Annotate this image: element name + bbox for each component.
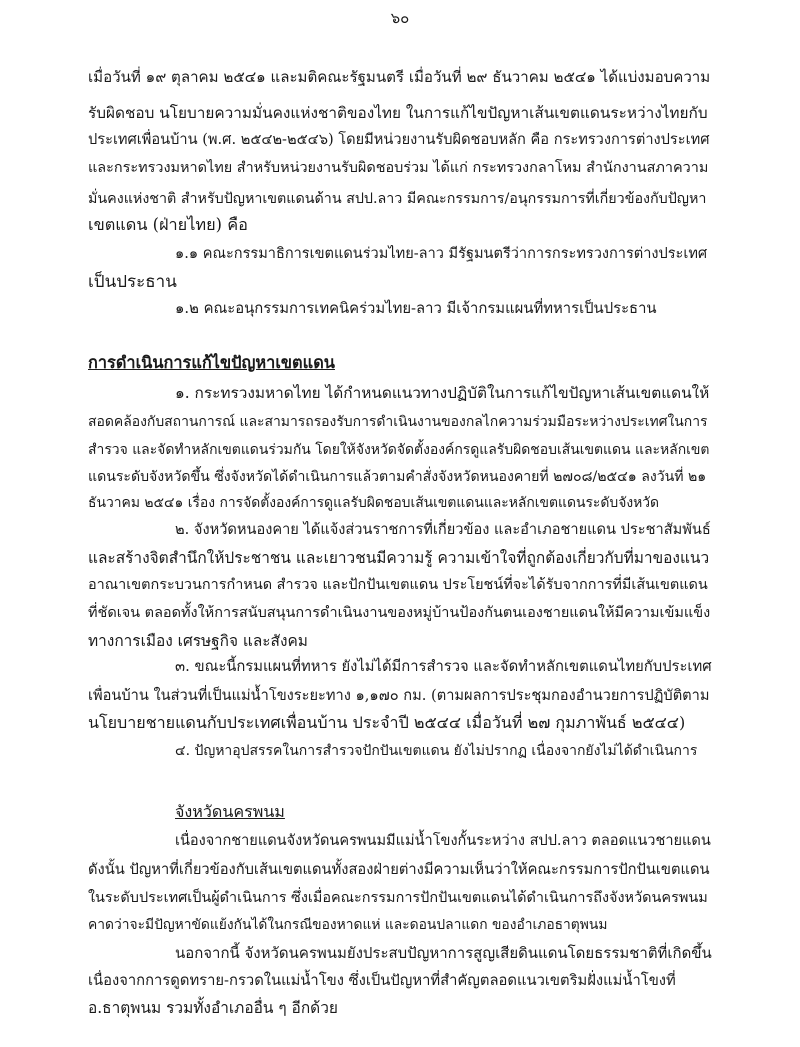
text-line: ๑.๒ คณะอนุกรรมการเทคนิคร่วมไทย-ลาว มีเจ้ากรมแผนที่ทหารเป็นประธาน xyxy=(175,300,657,317)
text-line: ธันวาคม ๒๕๔๑ เรื่อง การจัดตั้งองค์การดูแลรับผิดชอบเส้นเขตแดนและหลักเขตแดนระดับจังหวัด xyxy=(88,495,660,511)
text-line: ๓. ขณะนี้กรมแผนที่ทหาร ยังไม่ได้มีการสำรวจ และจัดทำหลักเขตแดนไทยกับประเทศ xyxy=(175,658,712,675)
text-line: และกระทรวงมหาดไทย สำหรับหน่วยงานรับผิดชอบร่วม ได้แก่ กระทรวงกลาโหม สำนักงานสภาความ xyxy=(88,160,709,176)
text-line: ๔. ปัญหาอุปสรรคในการสำรวจปักปันเขตแดน ยังไม่ปรากฏ เนื่องจากยังไม่ได้ดำเนินการ xyxy=(175,743,698,759)
text-line: สอดคล้องกับสถานการณ์ และสามารถรองรับการดำเนินงานของกลไกความร่วมมือระหว่างประเทศในการ xyxy=(88,414,708,430)
text-line: ดังนั้น ปัญหาที่เกี่ยวข้องกับเส้นเขตแดนทั้งสองฝ่ายต่างมีความเห็นว่าให้คณะกรรมการปักปันเขตแดน xyxy=(88,861,710,878)
text-line: สำรวจ และจัดทำหลักเขตแดนร่วมกัน โดยให้จังหวัดจัดตั้งองค์กรดูแลรับผิดชอบเส้นเขตแดน และหลักเขต xyxy=(88,442,710,458)
text-line: ในระดับประเทศเป็นผู้ดำเนินการ ซึ่งเมื่อคณะกรรมการปักปันเขตแดนได้ดำเนินการถึงจังหวัดนครพนม xyxy=(88,890,708,906)
text-line: อ.ธาตุพนม รวมทั้งอำเภออื่น ๆ อีกด้วย xyxy=(88,999,338,1017)
text-line: เป็นประธาน xyxy=(88,272,177,292)
text-line: นอกจากนี้ จังหวัดนครพนมยังประสบปัญหาการสูญเสียดินแดนโดยธรรมชาติที่เกิดขึ้น xyxy=(175,944,712,962)
text-line: ๑.๑ คณะกรรมาธิการเขตแดนร่วมไทย-ลาว มีรัฐมนตรีว่าการกระทรวงการต่างประเทศ xyxy=(175,245,708,262)
text-line: ๑. กระทรวงมหาดไทย ได้กำหนดแนวทางปฏิบัติในการแก้ไขปัญหาเส้นเขตแดนให้ xyxy=(175,384,710,402)
text-line: และสร้างจิตสำนึกให้ประชาชน และเยาวชนมีความรู้ ความเข้าใจที่ถูกต้องเกี่ยวกับที่มาของแนว xyxy=(88,549,710,567)
text-line: รับผิดชอบ นโยบายความมั่นคงแห่งชาติของไทย ในการแก้ไขปัญหาเส้นเขตแดนระหว่างไทยกับ xyxy=(88,104,708,122)
section-heading: การดำเนินการแก้ไขปัญหาเขตแดน xyxy=(88,353,335,372)
text-line: เขตแดน (ฝ่ายไทย) คือ xyxy=(88,215,248,234)
text-line: ประเทศเพื่อนบ้าน (พ.ศ. ๒๕๔๒-๒๕๔๖) โดยมีหน่วยงานรับผิดชอบหลัก คือ กระทรวงการต่างประเทศ xyxy=(88,131,710,148)
text-line: เพื่อนบ้าน ในส่วนที่เป็นแม่น้ำโขงระยะทาง ๑,๑๗๐ กม. (ตามผลการประชุมกองอำนวยการปฏิบัติตาม xyxy=(88,687,710,704)
text-line: อาณาเขตกระบวนการกำหนด สำรวจ และปักปันเขตแดน ประโยชน์ที่จะได้รับจากการที่มีเส้นเขตแดน xyxy=(88,577,708,593)
text-line: เมื่อวันที่ ๑๙ ตุลาคม ๒๕๔๑ และมติคณะรัฐมนตรี เมื่อวันที่ ๒๙ ธันวาคม ๒๕๔๑ ได้แบ่งมอบความ xyxy=(88,68,711,86)
text-line: แดนระดับจังหวัดขึ้น ซึ่งจังหวัดได้ดำเนินการแล้วตามคำสั่งจังหวัดหนองคายที่ ๒๗๐๘/๒๕๔๑ ลงวันที่ ๒๑ xyxy=(88,469,707,485)
text-line: ๒. จังหวัดหนองคาย ได้แจ้งส่วนราชการที่เกี่ยวข้อง และอำเภอชายแดน ประชาสัมพันธ์ xyxy=(175,521,711,538)
text-line: คาดว่าจะมีปัญหาขัดแย้งกันได้ในกรณีของหาดแห่ และดอนปลาแดก ของอำเภอธาตุพนม xyxy=(88,917,608,933)
text-line: เนื่องจากการดูดทราย-กรวดในแม่น้ำโขง ซึ่งเป็นปัญหาที่สำคัญตลอดแนวเขตริมฝั่งแม่น้ำโขงที่ xyxy=(88,972,676,989)
text-line: เนื่องจากชายแดนจังหวัดนครพนมมีแม่น้ำโขงกั้นระหว่าง สปป.ลาว ตลอดแนวชายแดน xyxy=(175,832,711,849)
sub-heading: จังหวัดนครพนม xyxy=(175,802,285,821)
text-line: ที่ชัดเจน ตลอดทั้งให้การสนับสนุนการดำเนินงานของหมู่บ้านป้องกันตนเองชายแดนให้มีความเข้มแข็ง xyxy=(88,605,711,621)
page-number: ๖๐ xyxy=(390,9,410,27)
text-line: นโยบายชายแดนกับประเทศเพื่อนบ้าน ประจำปี ๒๕๔๔ เมื่อวันที่ ๒๗ กุมภาพันธ์ ๒๕๔๔) xyxy=(88,713,686,732)
text-line: มั่นคงแห่งชาติ สำหรับปัญหาเขตแดนด้าน สปป.ลาว มีคณะกรรมการ/อนุกรรมการที่เกี่ยวข้องกับปัญหา xyxy=(88,191,707,207)
text-line: ทางการเมือง เศรษฐกิจ และสังคม xyxy=(88,632,308,650)
